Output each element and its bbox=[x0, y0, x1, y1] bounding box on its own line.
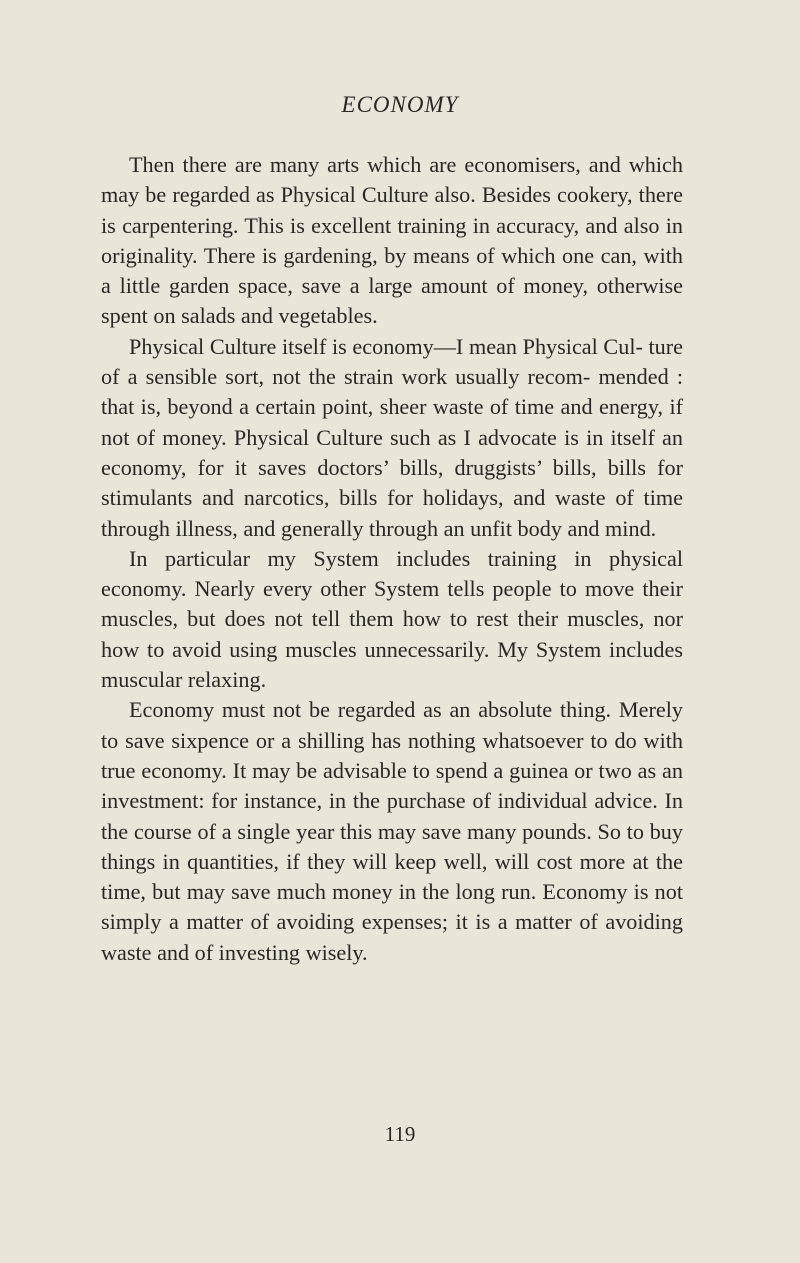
running-title: ECONOMY bbox=[341, 92, 459, 117]
paragraph-system: In particular my System includes training in physical economy. Nearly every other System tells people to move their muscles, but does not tell them how to rest their muscles, nor how to avoid using muscles unnecessarily. My System includes muscular relaxing. bbox=[101, 545, 683, 693]
paragraph-physical-culture: Physical Culture itself is economy—I mean Physical Cul- ture of a sensible sort, not the strain work usually recom- mended : that is, beyond a certain point, sheer waste of time and energy, if not of money. Physical Culture such as I advocate is in itself an economy, for it saves doctors’ bills, druggists’ bills, bills for stimulants and narcotics, bills for holidays, and waste of time through illness, and generally through an unfit body and mind. bbox=[101, 333, 683, 541]
body-text bbox=[101, 150, 683, 968]
paragraph-arts: Then there are many arts which are economisers, and which may be regarded as Physical Culture also. Besides cookery, there is carpentering. This is excellent training in accuracy, and also in originality. There is gardening, by means of which one can, with a little garden space, save a large amount of money, otherwise spent on salads and vegetables. bbox=[101, 152, 683, 329]
paragraph-economy: Economy must not be regarded as an absolute thing. Merely to save sixpence or a shilling has nothing whatsoever to do with true economy. It may be advisable to spend a guinea or two as an investment: for instance, in the purchase of individual advice. In the course of a single year this may save many pounds. So to buy things in quantities, if they will keep well, will cost more at the time, but may save much money in the long run. Economy is not simply a matter of avoiding expenses; it is a matter of avoiding waste and of investing wisely. bbox=[101, 697, 683, 965]
page-number: 119 bbox=[384, 1122, 416, 1146]
